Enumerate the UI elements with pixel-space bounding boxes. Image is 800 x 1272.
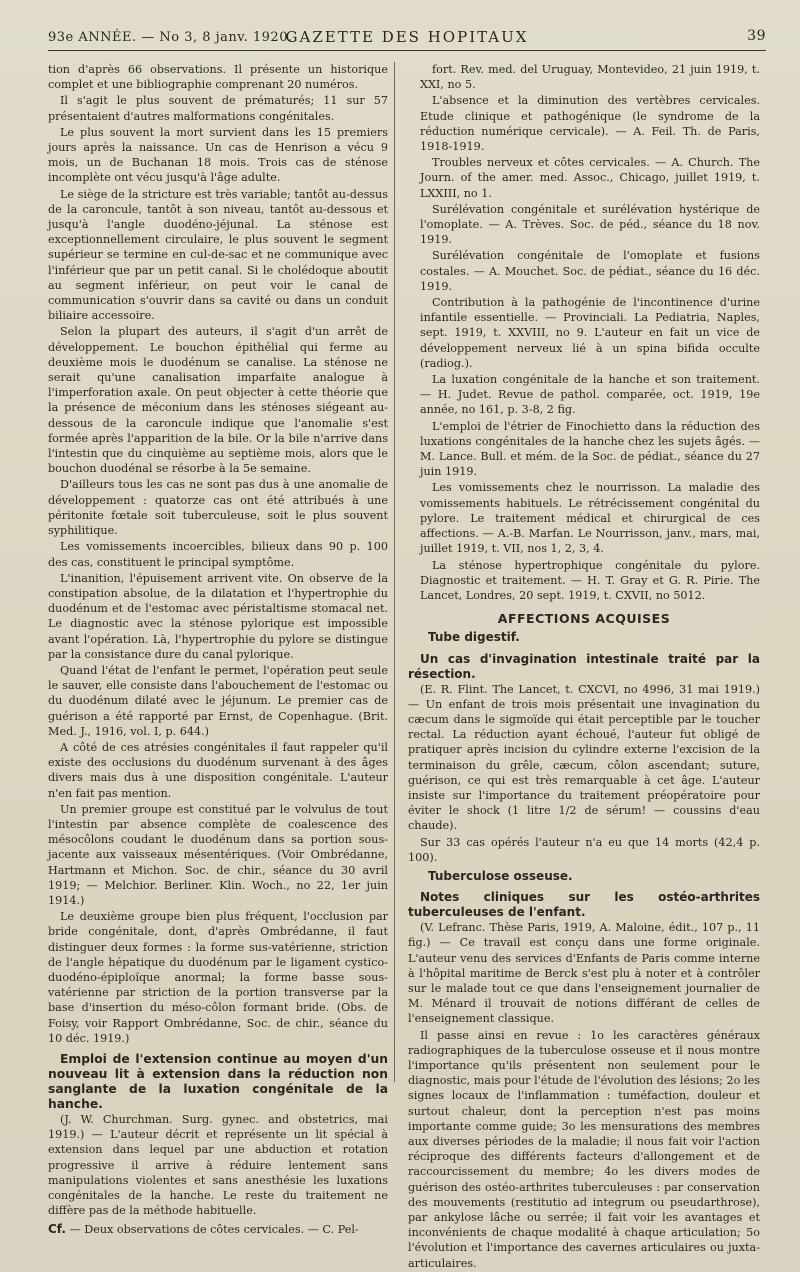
- paragraph: Le siège de la stricture est très variable; tantôt au-dessus de la caroncule, tantôt à son niveau, tantôt au-dessous et jusqu'à l'angle duodéno-jéjunal. La sténose est exceptionnellement circulaire, le plus souvent le segment supérieur se termine en cul-de-sac et ne communique avec l'inférieur que par un petit canal. Si le cholédoque aboutit au segment inférieur, on peut voir le canal de communication s'ouvrir dans sa cavité ou dans un conduit biliaire accessoire.: [48, 187, 388, 323]
- paragraph: Le plus souvent la mort survient dans les 15 premiers jours après la naissance. Un cas de Henrison a vécu 9 mois, un de Buchanan 18 mois. Trois cas de sténose incomplète ont vécu jusqu'à l'âge adulte.: [48, 125, 388, 185]
- column-divider: [394, 62, 395, 1082]
- issue-info: 93e ANNÉE. — No 3, 8 janv. 1920.: [48, 30, 293, 45]
- paragraph: Il passe ainsi en revue : 1o les caractères généraux radiographiques de la tuberculose osseuse et il nous montre l'importance qu'ils présentent non seulement pour le diagnostic, mais pour l'étude de l'évolution des lésions; 2o les signes locaux de l'inflammation : tuméfaction, douleur et surtout chaleur, dont la perception n'est pas moins importante comme guide; 3o les mensurations des membres aux diverses périodes de la maladie; il nous fait voir l'action réciproque des différents facteurs d'allongement et de raccourcissement du membre; 4o les divers modes de guérison des ostéo-arthrites tuberculeuses : par conservation des mouvements (restitutio ad integrum ou pseudarthrose), par ankylose lâche ou serrée; il fait voir les avantages et inconvénients de chaque modalité à chaque articulation; 5o l'évolution et l'importance des cavernes articulaires ou juxta-articulaires.: [408, 1028, 760, 1270]
- article-body: (V. Lefranc. Thèse Paris, 1919, A. Maloine, édit., 107 p., 11 fig.) — Ce travail est conçu dans une forme originale. L'auteur venu des services d'Enfants de Paris comme interne à l'hôpital maritime de Berck s'est plu à noter et à contrôler sur le malade tout ce que dans l'enseignement journalier de M. Ménard il trouvait de notions différant de celles de l'enseignement classique.: [408, 921, 760, 1026]
- bibliography-entry: Troubles nerveux et côtes cervicales. — A. Church. The Journ. of the amer. med. Assoc., Chicago, juillet 1919, t. LXXIII, no 1.: [420, 156, 760, 200]
- journal-title: GAZETTE DES HOPITAUX: [285, 28, 529, 46]
- bibliography-entry: Surélévation congénitale de l'omoplate et fusions costales. — A. Mouchet. Soc. de pédiat., séance du 16 déc. 1919.: [420, 249, 760, 293]
- paragraph: A côté de ces atrésies congénitales il faut rappeler qu'il existe des occlusions du duodénum survenant à des âges divers mais dus à une disposition congénitale. L'auteur n'en fait pas mention.: [48, 740, 388, 800]
- bibliography-entry: L'emploi de l'étrier de Finochietto dans la réduction des luxations congénitales de la hanche chez les sujets âgés. — M. Lance. Bull. et mém. de la Soc. de pédiat., séance du 27 juin 1919.: [420, 419, 760, 479]
- paragraph: Quand l'état de l'enfant le permet, l'opération peut seule le sauver, elle consiste dans l'abouchement de l'estomac ou du duodénum dilaté avec le jéjunum. Le premier cas de guérison a été rapporté par Ernst, de Copenhague. (Brit. Med. J., 1916, vol. I, p. 644.): [48, 663, 388, 738]
- cf-text: — Deux observations de côtes cervicales. — C. Pel-: [69, 1223, 359, 1237]
- bibliography-entry: L'absence et la diminution des vertèbres cervicales. Etude clinique et pathogénique (le syndrome de la réduction numérique cervicale). — A. Feil. Th. de Paris, 1918-1919.: [420, 94, 760, 154]
- article-title: Emploi de l'extension continue au moyen d'un nouveau lit à extension dans la réduction non sanglante de la luxation congénitale de la hanche.: [48, 1052, 388, 1111]
- paragraph: D'ailleurs tous les cas ne sont pas dus à une anomalie de développement : quatorze cas ont été attribués à une péritonite fœtale soit tuberculeuse, soit le plus souvent syphilitique.: [48, 478, 388, 538]
- paragraph: tion d'après 66 observations. Il présente un historique complet et une bibliographie comprenant 20 numéros.: [48, 63, 388, 92]
- article-body: (J. W. Churchman. Surg. gynec. and obstetrics, mai 1919.) — L'auteur décrit et représente un lit spécial à extension dans lequel par une abduction et rotation progressive il arrive à réduire lentement sans manipulations violentes et sans anesthésie les luxations congénitales de la hanche. Le reste du traitement ne diffère pas de la méthode habituelle.: [48, 1113, 388, 1218]
- paragraph: L'inanition, l'épuisement arrivent vite. On observe de la constipation absolue, de la dilatation et l'hypertrophie du duodénum et de l'estomac avec péristaltisme stomacal net. Le diagnostic avec la sténose pylorique est impossible avant l'opération. Là, l'hypertrophie du pylore se distingue par la consistance dure du canal pylorique.: [48, 571, 388, 661]
- left-column: [48, 62, 388, 1239]
- header-rule: [48, 50, 766, 51]
- right-column: [408, 62, 760, 1272]
- article-title: Un cas d'invagination intestinale traité par la résection.: [408, 651, 760, 681]
- bibliography-entry: La luxation congénitale de la hanche et son traitement. — H. Judet. Revue de pathol. comparée, oct. 1919, 19e année, no 161, p. 3-8, 2 fig.: [420, 373, 760, 417]
- bibliography-entry: Les vomissements chez le nourrisson. La maladie des vomissements habituels. Le rétrécissement congénital du pylore. Le traitement médical et chirurgical de ces affections. — A.-B. Marfan. Le Nourrisson, janv., mars, mai, juillet 1919, t. VII, nos 1, 2, 3, 4.: [420, 481, 760, 556]
- article-title: Notes cliniques sur les ostéo-arthrites tuberculeuses de l'enfant.: [408, 890, 760, 920]
- paragraph: Le deuxième groupe bien plus fréquent, l'occlusion par bride congénitale, dont, d'après Ombrédanne, il faut distinguer deux formes : la forme sus-vatérienne, striction de l'angle hépatique du duodénum par le ligament cystico-duodéno-épiploïque anormal; la forme basse sous-vatérienne par striction de la portion transverse par la base d'insertion du méso-côlon formant bride. (Obs. de Foisy, voir Rapport Ombrédanne, Soc. de chir., séance du 10 déc. 1919.): [48, 910, 388, 1045]
- cf-line: [48, 1222, 388, 1237]
- section-heading: AFFECTIONS ACQUISES: [497, 611, 671, 627]
- paragraph: Selon la plupart des auteurs, il s'agit d'un arrêt de développement. Le bouchon épithélial qui ferme au deuxième mois le duodénum se canalise. La sténose ne serait qu'une canalisation imparfaite analogue à l'imperforation axale. On peut objecter à cette théorie que la présence de méconium dans les sténoses siégeant au-dessous de la caroncule indique que l'anomalie s'est formée après l'apparition de la bile. Or la bile n'arrive dans l'intestin que du cinquième au septième mois, alors que le bouchon duodénal se résorbe à la 5e semaine.: [48, 325, 388, 476]
- article-body: (E. R. Flint. The Lancet, t. CXCVI, no 4996, 31 mai 1919.) — Un enfant de trois mois présentait une invagination du cæcum dans le sigmoïde qui était perceptible par le toucher rectal. La réduction ayant échoué, l'auteur fut obligé de pratiquer après incision du cylindre externe l'excision de la terminaison du grêle, cæcum, côlon ascendant; suture, guérison, ce qui est très remarquable à cet âge. L'auteur insiste sur l'importance du traitement préopératoire pour éviter le shock (1 litre 1/2 de sérum! — coussins d'eau chaude).: [408, 682, 760, 833]
- bibliography-entry: Contribution à la pathogénie de l'incontinence d'urine infantile essentielle. — Provinciali. La Pediatria, Naples, sept. 1919, t. XXVIII, no 9. L'auteur en fait un vice de développement nerveux lié à un spina bifida occulte (radiog.).: [420, 296, 760, 370]
- bibliography-entry: fort. Rev. med. del Uruguay, Montevideo, 21 juin 1919, t. XXI, no 5.: [420, 63, 760, 92]
- paragraph: Les vomissements incoercibles, bilieux dans 90 p. 100 des cas, constituent le principal symptôme.: [48, 540, 388, 569]
- subsection-heading: Tube digestif.: [428, 630, 520, 645]
- paragraph: Un premier groupe est constitué par le volvulus de tout l'intestin par absence complète de coalescence des mésocôlons coudant le duodénum dans sa portion sous-jacente aux vaisseaux mésentériques. (Voir Ombrédanne, Hartmann et Michon. Soc. de chir., séance du 30 avril 1919; — Melchior. Berliner. Klin. Woch., no 22, 1er juin 1914.): [48, 802, 388, 907]
- paragraph: Il s'agit le plus souvent de prématurés; 11 sur 57 présentaient d'autres malformations congénitales.: [48, 94, 388, 123]
- bibliography-entry: La sténose hypertrophique congénitale du pylore. Diagnostic et traitement. — H. T. Gray et G. R. Pirie. The Lancet, Londres, 20 sept. 1919, t. CXVII, no 5012.: [420, 558, 760, 602]
- subsection-heading: Tuberculose osseuse.: [428, 868, 573, 883]
- bibliography-entry: Surélévation congénitale et surélévation hystérique de l'omoplate. — A. Trèves. Soc. de péd., séance du 18 nov. 1919.: [420, 202, 760, 247]
- cf-label: Cf.: [48, 1222, 66, 1237]
- page-header: [48, 26, 766, 48]
- paragraph: Sur 33 cas opérés l'auteur n'a eu que 14 morts (42,4 p. 100).: [408, 835, 760, 864]
- page-number: 39: [747, 28, 766, 44]
